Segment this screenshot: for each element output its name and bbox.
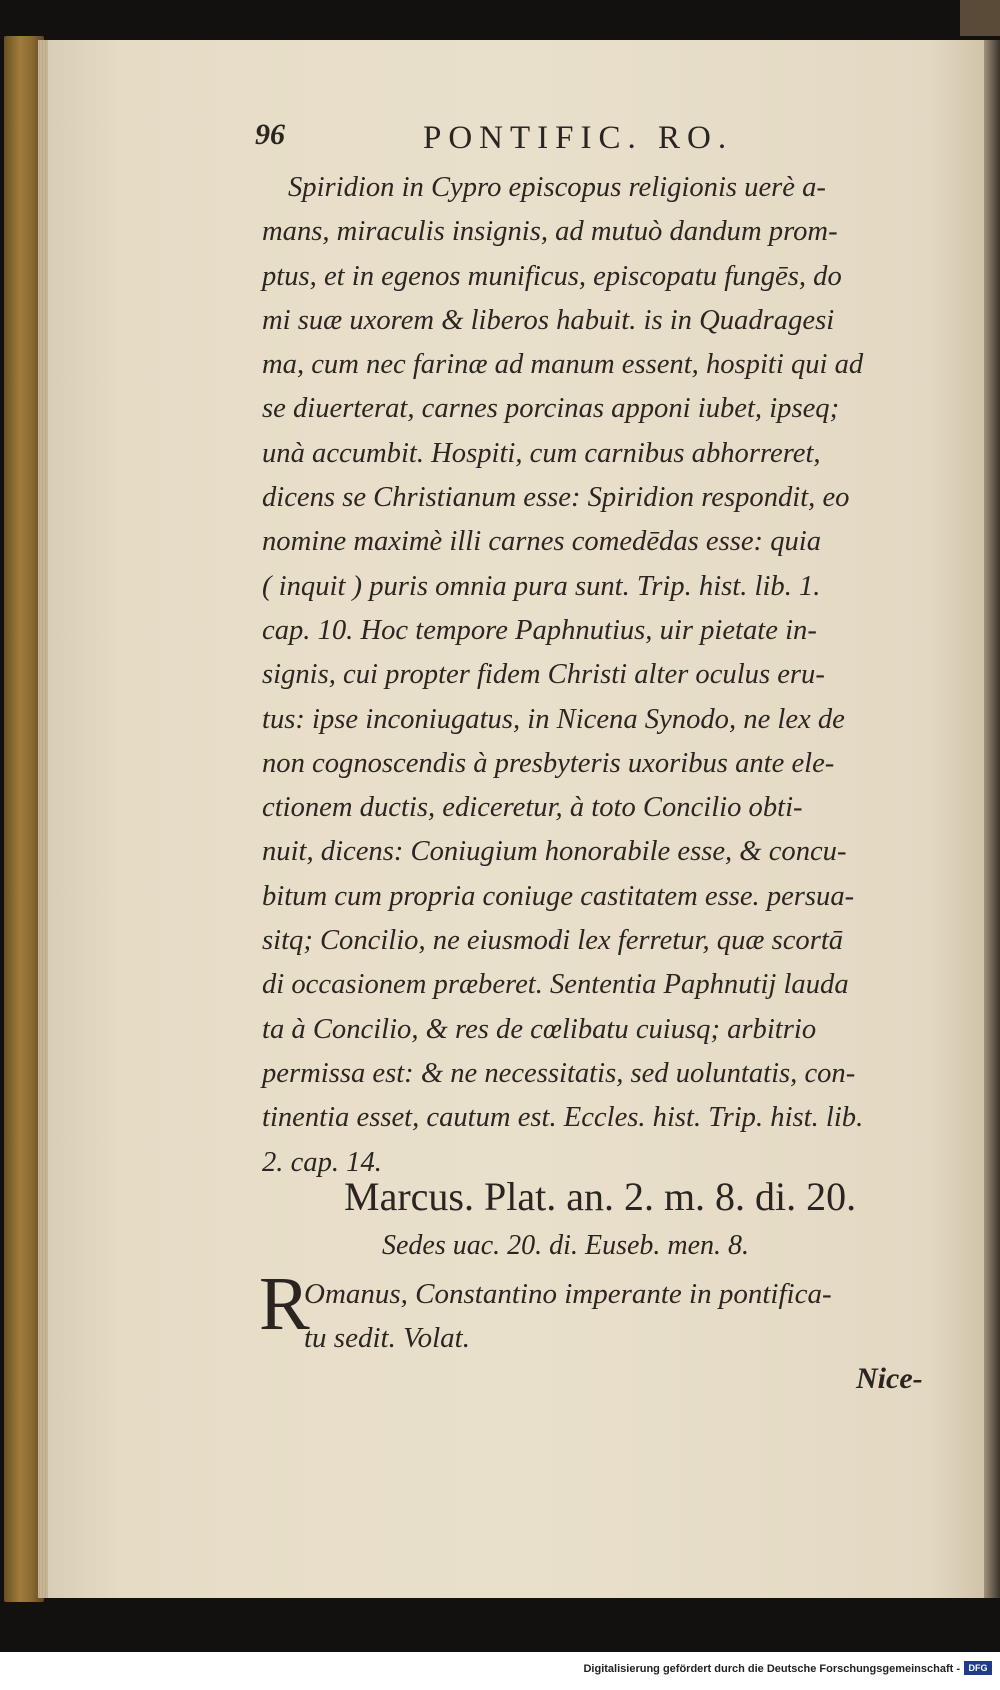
page-gutter-shadow (984, 40, 1000, 1598)
credit-text: Digitalisierung gefördert durch die Deutsche Forschungsgemeinschaft - (583, 1663, 960, 1675)
section-subheading: Sedes uac. 20. di. Euseb. men. 8. (382, 1230, 750, 1261)
text-line: signis, cui propter fidem Christi alter oculus eru- (262, 659, 825, 691)
text-line: nuit, dicens: Coniugium honorabile esse, & concu- (262, 836, 847, 868)
text-line: se diuerterat, carnes porcinas apponi iubet, ipseq; (262, 393, 840, 425)
section-paragraph (304, 1272, 954, 1360)
text-line: Omanus, Constantino imperante in pontifica- (304, 1278, 832, 1310)
text-line: di occasionem præberet. Sententia Paphnutij lauda (262, 969, 849, 1001)
text-line: tinentia esset, cautum est. Eccles. hist. Trip. hist. lib. (262, 1102, 864, 1134)
text-line: non cognoscendis à presbyteris uxoribus ante ele- (262, 747, 835, 779)
text-line: sitq; Concilio, ne eiusmodi lex ferretur, quæ scortā (262, 925, 844, 957)
text-line: ( inquit ) puris omnia pura sunt. Trip. hist. lib. 1. (262, 570, 821, 602)
text-line: permissa est: & ne necessitatis, sed uoluntatis, con- (262, 1057, 856, 1089)
drop-cap: R (259, 1262, 310, 1346)
text-line: dicens se Christianum esse: Spiridion respondit, eo (262, 482, 850, 514)
section-heading: Marcus. Plat. an. 2. m. 8. di. 20. (344, 1174, 857, 1219)
text-line: mi suæ uxorem & liberos habuit. is in Quadragesi (262, 304, 835, 336)
text-line: nomine maximè illi carnes comedēdas esse: quia (262, 526, 822, 558)
text-line: bitum cum propria coniuge castitatem esse. persua- (262, 880, 855, 912)
corner-stain (960, 0, 1000, 36)
text-line: ptus, et in egenos munificus, episcopatu fungēs, do (262, 260, 842, 292)
text-line: Spiridion in Cypro episcopus religionis uerè a- (288, 172, 826, 203)
running-head (255, 118, 875, 162)
dfg-logo-icon: DFG (964, 1661, 992, 1675)
text-line: cap. 10. Hoc tempore Paphnutius, uir pietate in- (262, 614, 817, 646)
running-title: PONTIFIC. RO. (423, 120, 734, 156)
text-line: unà accumbit. Hospiti, cum carnibus abhorreret, (262, 437, 821, 469)
text-line: ta à Concilio, & res de cœlibatu cuiusq; arbitrio (262, 1013, 817, 1045)
body-text (262, 166, 942, 1185)
text-line: tu sedit. Volat. (304, 1322, 470, 1354)
catchword: Nice- (856, 1362, 923, 1395)
page-number: 96 (255, 118, 285, 151)
text-line: mans, miraculis insignis, ad mutuò dandum prom- (262, 216, 838, 248)
text-line: tus: ipse inconiugatus, in Nicena Synodo, ne lex de (262, 703, 845, 735)
text-line: 2. cap. 14. (262, 1146, 382, 1178)
text-line: ma, cum nec farinæ ad manum essent, hospiti qui ad (262, 349, 864, 381)
text-line: ctionem ductis, ediceretur, à toto Concilio obti- (262, 792, 803, 824)
credit-bar (0, 1652, 1000, 1690)
